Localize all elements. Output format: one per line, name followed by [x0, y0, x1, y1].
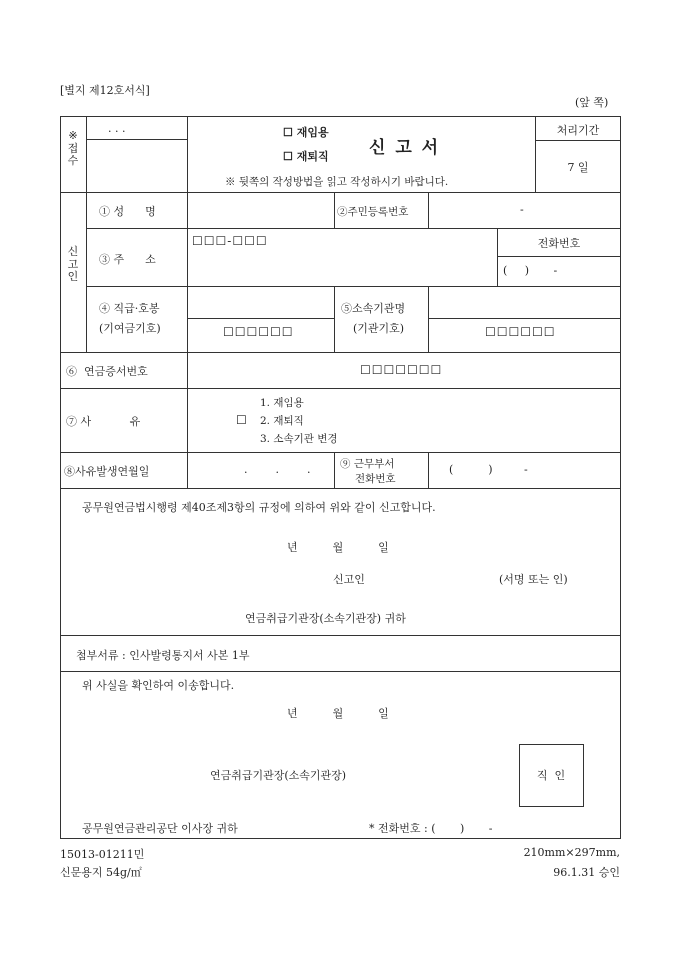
event-date-field[interactable]: . . . — [244, 463, 311, 476]
declaration-text: 공무원연금법시행령 제40조제3항의 규정에 의하여 위와 같이 신고합니다. — [82, 501, 436, 514]
processing-period-label: 처리기간 — [556, 124, 600, 137]
attachment-note: 첨부서류 : 인사발령통지서 사본 1부 — [76, 649, 250, 662]
address-field[interactable]: ☐☐☐-☐☐☐ — [192, 234, 268, 248]
contribution-code-boxes[interactable]: ☐☐☐☐☐☐ — [223, 325, 294, 339]
processing-period-value: 7 일 — [567, 161, 589, 174]
rrn-label: ②주민등록번호 — [337, 206, 409, 218]
signature-field[interactable]: (서명 또는 인) — [499, 573, 568, 586]
instruction-note: ※ 뒷쪽의 작성방법을 읽고 작성하시기 바랍니다. — [225, 176, 449, 188]
approval-date: 96.1.31 승인 — [553, 866, 620, 879]
confirming-authority: 연금취급기관장(소속기관장) — [210, 769, 347, 782]
reason-option-reappointment: 1. 재임용 — [260, 397, 304, 409]
contribution-code-label: (기여금기호) — [99, 322, 161, 335]
re-retirement-option[interactable]: ☐ 재퇴직 — [283, 150, 329, 163]
official-seal-label: 직 인 — [536, 769, 566, 782]
agency-code-label: (기관기호) — [353, 322, 405, 335]
name-field[interactable] — [188, 193, 333, 227]
address-label: ③ 주 소 — [99, 253, 156, 266]
reappointment-option[interactable]: ☐ 재임용 — [283, 126, 329, 139]
receipt-label: ※ 접 수 — [67, 129, 79, 168]
form-code: 15013-01211민 — [60, 848, 145, 861]
front-side-label: (앞 쪽) — [575, 96, 609, 109]
confirmation-addressee: 공무원연금관리공단 이사장 귀하 — [82, 822, 238, 835]
confirmation-text: 위 사실을 확인하여 이송합니다. — [82, 679, 235, 692]
phone-field[interactable]: ( ) - — [503, 264, 558, 277]
rank-field[interactable] — [188, 287, 333, 317]
name-label: ① 성 명 — [99, 205, 156, 218]
reason-label: ⑦ 사 유 — [66, 415, 141, 428]
reporter-signature-label: 신고인 — [333, 573, 365, 586]
pension-certificate-label: ⑥ 연금증서번호 — [66, 365, 148, 378]
receipt-date: . . . — [108, 122, 126, 135]
form-title: 신 고 서 — [369, 138, 441, 158]
paper-size: 210mm×297mm, — [523, 846, 620, 859]
agency-code-boxes[interactable]: ☐☐☐☐☐☐ — [485, 325, 556, 339]
reason-checkbox[interactable]: ☐ — [236, 413, 247, 427]
reporter-section-label: 신 고 인 — [67, 245, 79, 284]
department-phone-field[interactable]: ( ) - — [449, 463, 528, 476]
pension-certificate-boxes[interactable]: ☐☐☐☐☐☐☐ — [360, 363, 443, 377]
phone-label: 전화번호 — [537, 237, 581, 250]
reason-option-re-retirement: 2. 재퇴직 — [260, 415, 304, 427]
form-number: [별지 제12호서식] — [60, 84, 150, 97]
confirmation-phone: * 전화번호 : ( ) - — [369, 822, 493, 835]
department-label: ⑨ 근무부서 — [340, 458, 395, 470]
reason-option-agency-change: 3. 소속기관 변경 — [260, 433, 338, 445]
confirmation-date[interactable]: 년 월 일 — [287, 707, 389, 720]
event-date-label: ⑧사유발생연월일 — [64, 465, 150, 478]
rank-label: ④ 직급·호봉 — [99, 302, 160, 315]
declaration-addressee: 연금취급기관장(소속기관장) 귀하 — [245, 612, 406, 625]
department-phone-label: 전화번호 — [355, 473, 396, 485]
rrn-field[interactable]: - — [520, 203, 524, 216]
declaration-date[interactable]: 년 월 일 — [287, 541, 389, 554]
paper-spec: 신문용지 54g/㎡ — [60, 866, 142, 879]
agency-name-field[interactable] — [429, 287, 620, 317]
agency-name-label: ⑤소속기관명 — [341, 302, 406, 315]
